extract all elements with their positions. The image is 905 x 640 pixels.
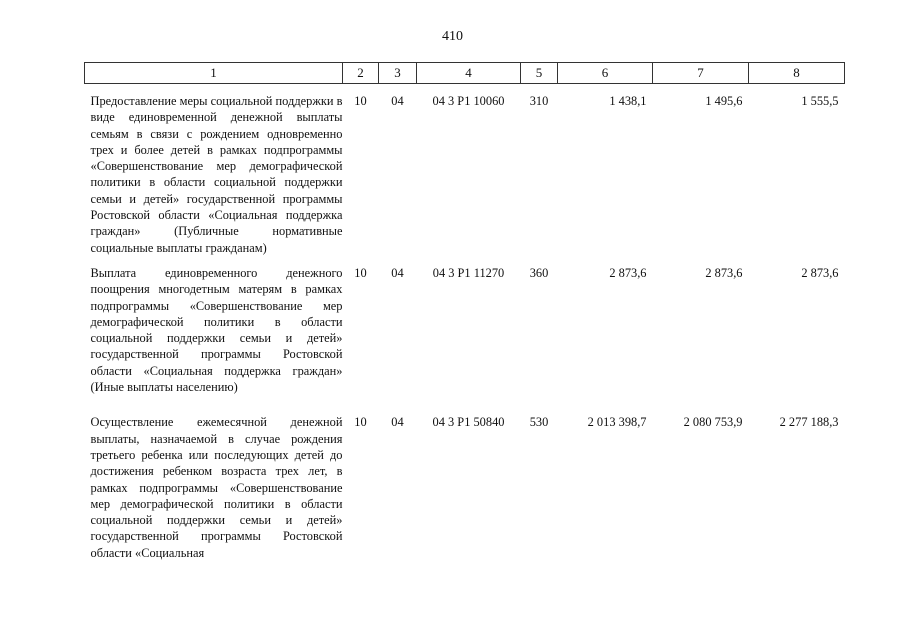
- row-amount-year-1: 1 438,1: [609, 94, 647, 108]
- row-amount-year-2: 2 873,6: [705, 265, 743, 280]
- row-amount-year-2: 2 080 753,9: [683, 415, 743, 430]
- budget-table: [84, 62, 845, 561]
- header-row: [85, 63, 845, 84]
- row-target-article: 04 3 P1 50840: [432, 415, 505, 430]
- header-col-2: 2: [343, 63, 379, 84]
- header-col-7: 7: [653, 63, 749, 84]
- row-amount-year-3: 2 873,6: [801, 265, 839, 280]
- header-col-6: 6: [558, 63, 653, 84]
- row-section-code: 10: [354, 415, 367, 430]
- row-section-code: 10: [354, 94, 367, 108]
- row-amount-year-2: 1 495,6: [705, 94, 743, 108]
- row-description: Осуществление ежемесячной денежной выплаты, назначаемой в случае рождения третьего ребенка или последующих детей до достижения ребенком возраста трех лет, в рамках подпрограммы «Совершенствование мер демографической политики в области социальной поддержки семьи и детей» государственной программы Ростовской области «Социальная: [90, 415, 343, 560]
- page-number: 410: [442, 29, 463, 44]
- row-target-article: 04 3 P1 10060: [432, 94, 505, 108]
- row-subsection-code: 04: [391, 415, 404, 430]
- row-subsection-code: 04: [391, 265, 404, 280]
- row-amount-year-3: 2 277 188,3: [779, 415, 839, 430]
- row-description: Выплата единовременного денежного поощрения многодетным матерям в рамках подпрограммы «Совершенствование мер демографической политики в области социальной поддержки семьи и детей» государственной программы Ростовской области «Социальная поддержка граждан» (Иные выплаты населению): [90, 265, 343, 395]
- table-row: [85, 84, 845, 256]
- row-subsection-code: 04: [391, 94, 404, 108]
- row-amount-year-3: 1 555,5: [801, 94, 839, 108]
- header-col-4: 4: [417, 63, 521, 84]
- row-section-code: 10: [354, 265, 367, 280]
- table-row: [85, 256, 845, 395]
- table-row: [85, 395, 845, 561]
- row-description: Предоставление меры социальной поддержки в виде единовременной денежной выплаты семьям в связи с рождением одновременно трех и более детей в рамках подпрограммы «Совершенствование мер демографической политики в области социальной поддержки семьи и детей» государственной программы Ростовской области «Социальная поддержка граждан» (Публичные нормативные социальные выплаты гражданам): [90, 94, 343, 255]
- row-amount-year-1: 2 013 398,7: [587, 415, 647, 430]
- row-target-article: 04 3 P1 11270: [432, 265, 505, 280]
- row-expense-type: 530: [529, 415, 549, 430]
- header-col-5: 5: [521, 63, 558, 84]
- row-expense-type: 310: [529, 94, 549, 108]
- row-amount-year-1: 2 873,6: [609, 265, 647, 280]
- header-col-3: 3: [379, 63, 417, 84]
- header-col-8: 8: [749, 63, 845, 84]
- header-col-1: 1: [85, 63, 343, 84]
- row-expense-type: 360: [529, 265, 549, 280]
